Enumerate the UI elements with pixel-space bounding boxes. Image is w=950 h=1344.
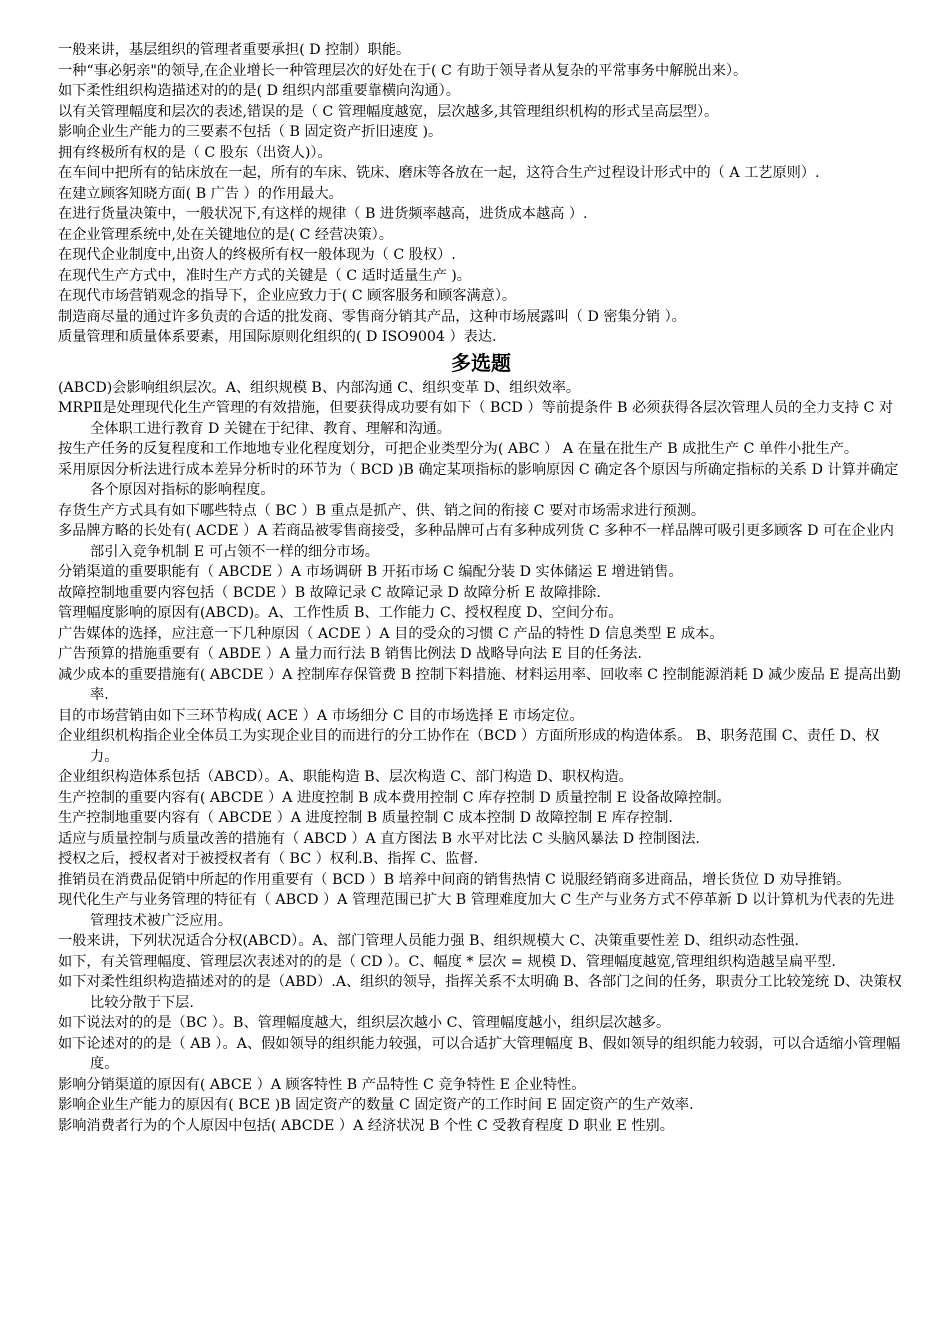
question-item: 推销员在消费品促销中所起的作用重要有（ BCD ）B 培养中间商的销售热情 C 说服经销商多进商品，增长货位 D 劝导推销。 [58,871,851,888]
question-item: 目的市场营销由如下三环节构成( ACE ）A 市场细分 C 目的市场选择 E 市场定位。 [58,707,584,724]
question-item: 拥有终极所有权的是（ C 股东（出资人)）。 [58,144,332,161]
question-item: 授权之后，授权者对于被授权者有（ BC ）权利.B、指挥 C、监督. [58,851,479,867]
document-page [58,40,904,1136]
question-item: 故障控制地重要内容包括（ BCDE ）B 故障记录 C 故障记录 D 故障分析 E 故障排除. [58,584,601,601]
single-choice-answers [58,40,904,348]
question-item: 按生产任务的反复程度和工作地地专业化程度划分，可把企业类型分为( ABC ） A 在量在批生产 B 成批生产 C 单件小批生产。 [58,441,859,457]
question-item: 生产控制地重要内容有（ ABCDE ）A 进度控制 B 质量控制 C 成本控制 D 故障控制 E 库存控制. [58,810,673,826]
question-item: 一般来讲，基层组织的管理者重要承担( D 控制）职能。 [58,42,411,58]
question-item: 质量管理和质量体系要素，用国际原则化组织的( D ISO9004 ）表达. [58,329,497,345]
question-item: 分销渠道的重要职能有（ ABCDE ）A 市场调研 B 开拓市场 C 编配分装 D 实体储运 E 增进销售。 [58,564,683,580]
question-item: 影响分销渠道的原因有( ABCE ）A 顾客特性 B 产品特性 C 竞争特性 E 企业特性。 [58,1076,586,1093]
question-item: 在车间中把所有的钻床放在一起，所有的车床、铣床、磨床等各放在一起，这符合生产过程设计形式中的（ A 工艺原则）. [58,165,820,181]
question-item: 如下柔性组织构造描述对的的是( D 组织内部重要靠横向沟通）。 [58,83,460,99]
question-item: 采用原因分析法进行成本差异分析时的环节为（ BCD )B 确定某项指标的影响原因 C 确定各个原因与所确定指标的关系 D 计算并确定各个原因对指标的影响程度。 [58,461,899,498]
question-item: 适应与质量控制与质量改善的措施有（ ABCD ）A 直方图法 B 水平对比法 C 头脑风暴法 D 控制图法. [58,830,700,847]
question-item: 如下论述对的的是（ AB ）。A、假如领导的组织能力较强，可以合适扩大管理幅度 B、假如领导的组织能力较弱，可以合适缩小管理幅度。 [58,1035,901,1072]
question-item: 减少成本的重要措施有( ABCDE ）A 控制库存保管费 B 控制下料措施、材料运用率、回收率 C 控制能源消耗 D 减少废品 E 提高出勤率. [58,666,901,703]
question-item: 广告媒体的选择，应注意一下几种原因（ ACDE ）A 目的受众的习惯 C 产品的特性 D 信息类型 E 成本。 [58,625,724,642]
question-item: 如下对柔性组织构造描述对的的是（ABD）.A、组织的领导，指挥关系不太明确 B、各部门之间的任务，职责分工比较笼统 D、决策权比较分散于下层. [58,974,902,1011]
question-item: 现代化生产与业务管理的特征有（ ABCD ）A 管理范围已扩大 B 管理难度加大 C 生产与业务方式不停革新 D 以计算机为代表的先进管理技术被广泛应用。 [58,892,895,929]
question-item: 影响企业生产能力的三要素不包括（ B 固定资产折旧速度 )。 [58,124,443,140]
question-item: 影响企业生产能力的原因有( BCE )B 固定资产的数量 C 固定资产的工作时间 E 固定资产的生产效率. [58,1097,694,1113]
question-item: 如下说法对的的是（BC ）。B、管理幅度越大，组织层次越小 C、管理幅度越小，组织层次越多。 [58,1015,671,1031]
question-item: 以有关管理幅度和层次的表述,错误的是（ C 管理幅度越宽，层次越多,其管理组织机构的形式呈高层型）。 [58,103,719,120]
question-item: 存货生产方式具有如下哪些特点（ BC ）B 重点是抓产、供、销之间的衔接 C 要对市场需求进行预测。 [58,502,706,519]
question-item: 管理幅度影响的原因有(ABCD)。A、工作性质 B、工作能力 C、授权程度 D、空间分布。 [58,605,623,621]
question-item: MRPⅡ是处理现代化生产管理的有效措施，但要获得成功要有如下（ BCD ）等前提条件 B 必须获得各层次管理人员的全力支持 C 对全体职工进行教育 D 关键在于纪律、教育、理解和沟通。 [58,400,894,437]
question-item: 广告预算的措施重要有（ ABDE ）A 量力而行法 B 销售比例法 D 战略导向法 E 目的任务法. [58,646,642,662]
question-item: 在进行货量决策中，一般状况下,有这样的规律（ B 进货频率越高，进货成本越高 ）. [58,206,588,222]
question-item: 在现代企业制度中,出资人的终极所有权一般体现为（ C 股权）. [58,247,456,263]
question-item: 制造商尽量的通过许多负责的合适的批发商、零售商分销其产品，这种市场展露叫（ D 密集分销 ）。 [58,308,686,325]
question-item: 一般来讲，下列状况适合分权(ABCD）。A、部门管理人员能力强 B、组织规模大 C、决策重要性差 D、组织动态性强. [58,933,799,949]
question-item: 影响消费者行为的个人原因中包括( ABCDE ）A 经济状况 B 个性 C 受教育程度 D 职业 E 性别。 [58,1117,674,1134]
question-item: 一种“事必躬亲"的领导,在企业增长一种管理层次的好处在于( C 有助于领导者从复杂的平常事务中解脱出来）。 [58,62,748,79]
multiple-choice-answers [58,378,904,1137]
question-item: (ABCD)会影响组织层次。A、组织规模 B、内部沟通 C、组织变革 D、组织效率。 [58,379,581,396]
section-title: 多选题 [451,350,511,375]
question-item: 多品牌方略的长处有( ACDE ）A 若商品被零售商接受，多种品牌可占有多种成列货 C 多种不一样品牌可吸引更多顾客 D 可在企业内部引入竞争机制 E 可占领不一样的细分市场。 [58,523,894,560]
question-item: 在企业管理系统中,处在关键地位的是( C 经营决策）。 [58,226,393,243]
question-item: 在建立顾客知晓方面( B 广告 ）的作用最大。 [58,185,343,202]
question-item: 在现代生产方式中，准时生产方式的关键是（ C 适时适量生产 )。 [58,267,471,284]
question-item: 在现代市场营销观念的指导下，企业应致力于( C 顾客服务和顾客满意）。 [58,288,517,304]
question-item: 企业组织构造体系包括（ABCD）。A、职能构造 B、层次构造 C、部门构造 D、职权构造。 [58,769,633,785]
question-item: 如下，有关管理幅度、管理层次表述对的的是（ CD ）。C、幅度 * 层次 = 规模 D、管理幅度越宽,管理组织构造越呈扁平型. [58,953,836,970]
question-item: 生产控制的重要内容有( ABCDE ）A 进度控制 B 成本费用控制 C 库存控制 D 质量控制 E 设备故障控制。 [58,789,731,806]
question-item: 企业组织机构指企业全体员工为实现企业目的而进行的分工协作在（BCD ）方面所形成的构造体系。 B、职务范围 C、责任 D、权力。 [58,728,880,765]
